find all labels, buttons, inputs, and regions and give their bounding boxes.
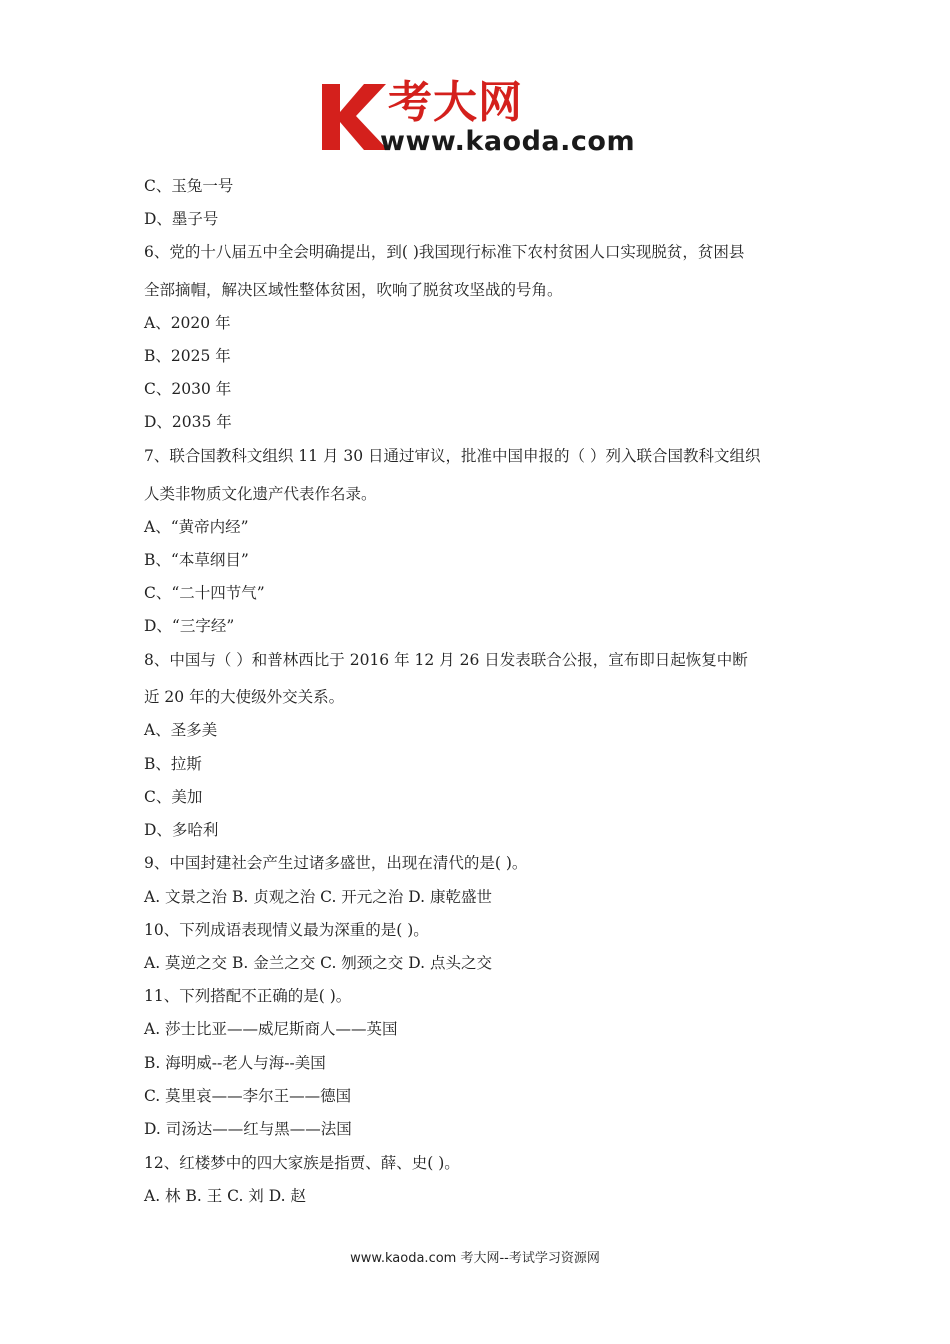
logo-url-text: www.kaoda.com bbox=[380, 126, 636, 157]
option-line: C、美加 bbox=[144, 788, 203, 806]
option-line: C、“二十四节气” bbox=[144, 584, 265, 602]
text-line: 全部摘帽，解决区域性整体贫困，吹响了脱贫攻坚战的号角。 bbox=[144, 281, 563, 299]
option-line: B、“本草纲目” bbox=[144, 551, 249, 569]
option-line: D、2035 年 bbox=[144, 413, 232, 431]
text-line: C、玉兔一号 bbox=[144, 177, 234, 195]
option-line: C. 莫里哀——李尔王——德国 bbox=[144, 1087, 352, 1105]
question-7: 7、联合国教科文组织 11 月 30 日通过审议，批准中国申报的（ ）列入联合国教科文组织 bbox=[144, 447, 761, 465]
question-9: 9、中国封建社会产生过诸多盛世，出现在清代的是( )。 bbox=[144, 854, 528, 872]
option-line: A、2020 年 bbox=[144, 314, 231, 332]
option-line: D. 司汤达——红与黑——法国 bbox=[144, 1120, 352, 1138]
option-line: D、多哈利 bbox=[144, 821, 219, 839]
question-8: 8、中国与（ ）和普林西比于 2016 年 12 月 26 日发表联合公报，宣布即日起恢复中断 bbox=[144, 651, 748, 669]
option-line: B. 海明威--老人与海--美国 bbox=[144, 1054, 326, 1072]
question-11: 11、下列搭配不正确的是( )。 bbox=[144, 987, 352, 1005]
question-6: 6、党的十八届五中全会明确提出，到( )我国现行标准下农村贫困人口实现脱贫，贫困县 bbox=[144, 243, 745, 261]
option-line: A. 莫逆之交 B. 金兰之交 C. 刎颈之交 D. 点头之交 bbox=[144, 954, 492, 972]
text-line: D、墨子号 bbox=[144, 210, 219, 228]
option-line: B、2025 年 bbox=[144, 347, 231, 365]
text-line: 近 20 年的大使级外交关系。 bbox=[144, 688, 345, 706]
page-footer: www.kaoda.com 考大网--考试学习资源网 bbox=[350, 1251, 600, 1266]
option-line: A. 文景之治 B. 贞观之治 C. 开元之治 D. 康乾盛世 bbox=[144, 888, 492, 906]
logo-chinese-text: 考大网 bbox=[388, 77, 523, 128]
kaoda-logo bbox=[318, 78, 638, 162]
option-line: A. 林 B. 王 C. 刘 D. 赵 bbox=[144, 1187, 306, 1205]
option-line: A. 莎士比亚——威尼斯商人——英国 bbox=[144, 1020, 398, 1038]
option-line: A、圣多美 bbox=[144, 721, 218, 739]
text-line: 人类非物质文化遗产代表作名录。 bbox=[144, 485, 377, 503]
option-line: B、拉斯 bbox=[144, 755, 202, 773]
question-10: 10、下列成语表现情义最为深重的是( )。 bbox=[144, 921, 429, 939]
option-line: C、2030 年 bbox=[144, 380, 232, 398]
option-line: D、“三字经” bbox=[144, 617, 235, 635]
option-line: A、“黄帝内经” bbox=[144, 518, 249, 536]
question-12: 12、红楼梦中的四大家族是指贾、薛、史( )。 bbox=[144, 1154, 460, 1172]
